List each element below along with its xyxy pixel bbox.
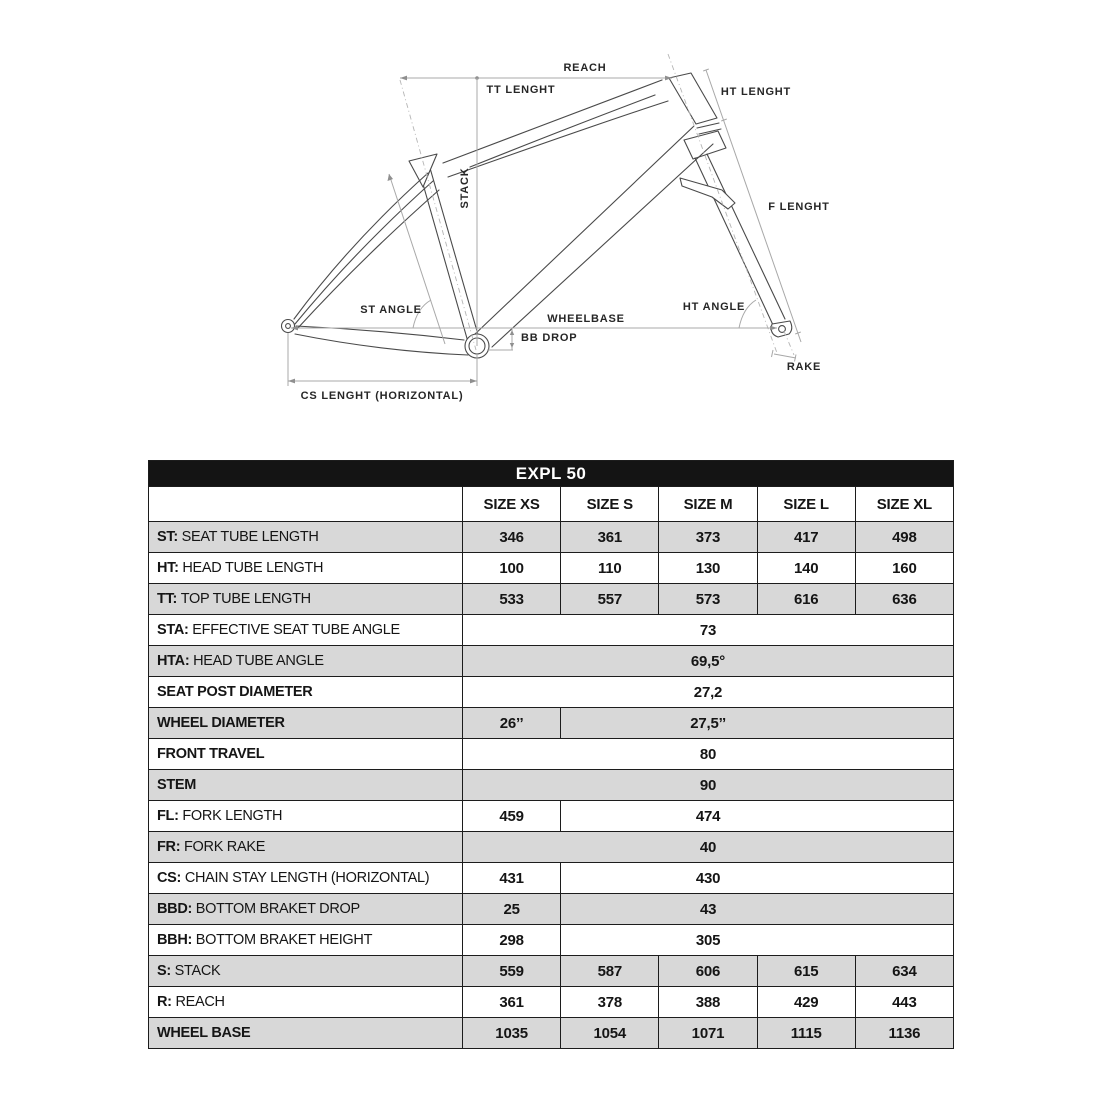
spec-row-label: SEAT POST DIAMETER — [149, 677, 463, 708]
spec-row — [149, 739, 954, 770]
label-tt-length: TT LENGHT — [486, 84, 556, 96]
spec-value: 100 — [463, 553, 561, 584]
size-header-row — [149, 487, 954, 522]
spec-row-label: R: REACH — [149, 987, 463, 1018]
label-reach: REACH — [563, 62, 607, 74]
spec-value: 533 — [463, 584, 561, 615]
spec-value: 40 — [463, 832, 954, 863]
spec-row — [149, 832, 954, 863]
spec-row — [149, 863, 954, 894]
spec-row-label: ST: SEAT TUBE LENGTH — [149, 522, 463, 553]
spec-value: 634 — [855, 956, 953, 987]
spec-value: 26’’ — [463, 708, 561, 739]
spec-value: 615 — [757, 956, 855, 987]
spec-value: 636 — [855, 584, 953, 615]
spec-value: 361 — [561, 522, 659, 553]
spec-row-label: WHEEL BASE — [149, 1018, 463, 1049]
spec-value: 559 — [463, 956, 561, 987]
spec-value: 305 — [561, 925, 954, 956]
label-bb-drop: BB DROP — [521, 332, 578, 344]
label-rake: RAKE — [786, 361, 822, 373]
spec-row — [149, 1018, 954, 1049]
spec-row — [149, 987, 954, 1018]
spec-row-label: STEM — [149, 770, 463, 801]
spec-value: 73 — [463, 615, 954, 646]
spec-value: 80 — [463, 739, 954, 770]
label-ht-length: HT LENGHT — [720, 86, 792, 98]
size-header-xs: SIZE XS — [463, 487, 561, 522]
spec-value: 1054 — [561, 1018, 659, 1049]
spec-row — [149, 894, 954, 925]
spec-row-label: CS: CHAIN STAY LENGTH (HORIZONTAL) — [149, 863, 463, 894]
spec-value: 346 — [463, 522, 561, 553]
spec-value: 430 — [561, 863, 954, 894]
spec-value: 90 — [463, 770, 954, 801]
label-f-length: F LENGHT — [768, 201, 830, 213]
geometry-table — [148, 460, 954, 1049]
spec-row-label: FRONT TRAVEL — [149, 739, 463, 770]
spec-value: 443 — [855, 987, 953, 1018]
spec-row — [149, 522, 954, 553]
spec-row — [149, 615, 954, 646]
size-header-l: SIZE L — [757, 487, 855, 522]
spec-value: 474 — [561, 801, 954, 832]
spec-row — [149, 584, 954, 615]
spec-row-label: BBD: BOTTOM BRAKET DROP — [149, 894, 463, 925]
spec-row — [149, 677, 954, 708]
spec-value: 43 — [561, 894, 954, 925]
size-header-s: SIZE S — [561, 487, 659, 522]
spec-value: 1035 — [463, 1018, 561, 1049]
spec-row — [149, 553, 954, 584]
spec-value: 373 — [659, 522, 757, 553]
spec-value: 616 — [757, 584, 855, 615]
spec-value: 25 — [463, 894, 561, 925]
size-header-xl: SIZE XL — [855, 487, 953, 522]
spec-value: 361 — [463, 987, 561, 1018]
label-wheelbase: WHEELBASE — [547, 313, 625, 325]
spec-value: 130 — [659, 553, 757, 584]
spec-row-label: HTA: HEAD TUBE ANGLE — [149, 646, 463, 677]
spec-row-label: WHEEL DIAMETER — [149, 708, 463, 739]
spec-value: 431 — [463, 863, 561, 894]
spec-value: 27,5’’ — [561, 708, 954, 739]
spec-value: 606 — [659, 956, 757, 987]
spec-row-label: HT: HEAD TUBE LENGTH — [149, 553, 463, 584]
spec-row-label: TT: TOP TUBE LENGTH — [149, 584, 463, 615]
spec-value: 110 — [561, 553, 659, 584]
spec-value: 498 — [855, 522, 953, 553]
spec-table-body — [149, 522, 954, 1049]
title-row — [149, 461, 954, 487]
spec-value: 160 — [855, 553, 953, 584]
label-ht-angle: HT ANGLE — [682, 301, 746, 313]
spec-value: 557 — [561, 584, 659, 615]
diagram-labels — [301, 62, 830, 402]
spec-row — [149, 708, 954, 739]
label-stack: STACK — [459, 167, 471, 209]
spec-value: 388 — [659, 987, 757, 1018]
spec-row — [149, 956, 954, 987]
spec-row — [149, 925, 954, 956]
corner-cell — [149, 487, 463, 522]
spec-value: 27,2 — [463, 677, 954, 708]
spec-row-label: STA: EFFECTIVE SEAT TUBE ANGLE — [149, 615, 463, 646]
spec-row — [149, 646, 954, 677]
spec-value: 1071 — [659, 1018, 757, 1049]
spec-value: 69,5° — [463, 646, 954, 677]
spec-value: 429 — [757, 987, 855, 1018]
size-header-m: SIZE M — [659, 487, 757, 522]
spec-value: 459 — [463, 801, 561, 832]
spec-value: 378 — [561, 987, 659, 1018]
bike-geometry-diagram — [0, 0, 1100, 452]
spec-value: 587 — [561, 956, 659, 987]
label-st-angle: ST ANGLE — [360, 304, 422, 316]
table-title: EXPL 50 — [149, 461, 954, 487]
spec-row-label: FL: FORK LENGTH — [149, 801, 463, 832]
frame-drawing — [282, 73, 792, 358]
label-cs-length: CS LENGHT (HORIZONTAL) — [300, 390, 464, 402]
spec-value: 298 — [463, 925, 561, 956]
spec-value: 573 — [659, 584, 757, 615]
spec-value: 417 — [757, 522, 855, 553]
spec-row-label: S: STACK — [149, 956, 463, 987]
spec-row-label: FR: FORK RAKE — [149, 832, 463, 863]
spec-row — [149, 801, 954, 832]
spec-value: 140 — [757, 553, 855, 584]
spec-row-label: BBH: BOTTOM BRAKET HEIGHT — [149, 925, 463, 956]
spec-value: 1136 — [855, 1018, 953, 1049]
spec-row — [149, 770, 954, 801]
spec-value: 1115 — [757, 1018, 855, 1049]
